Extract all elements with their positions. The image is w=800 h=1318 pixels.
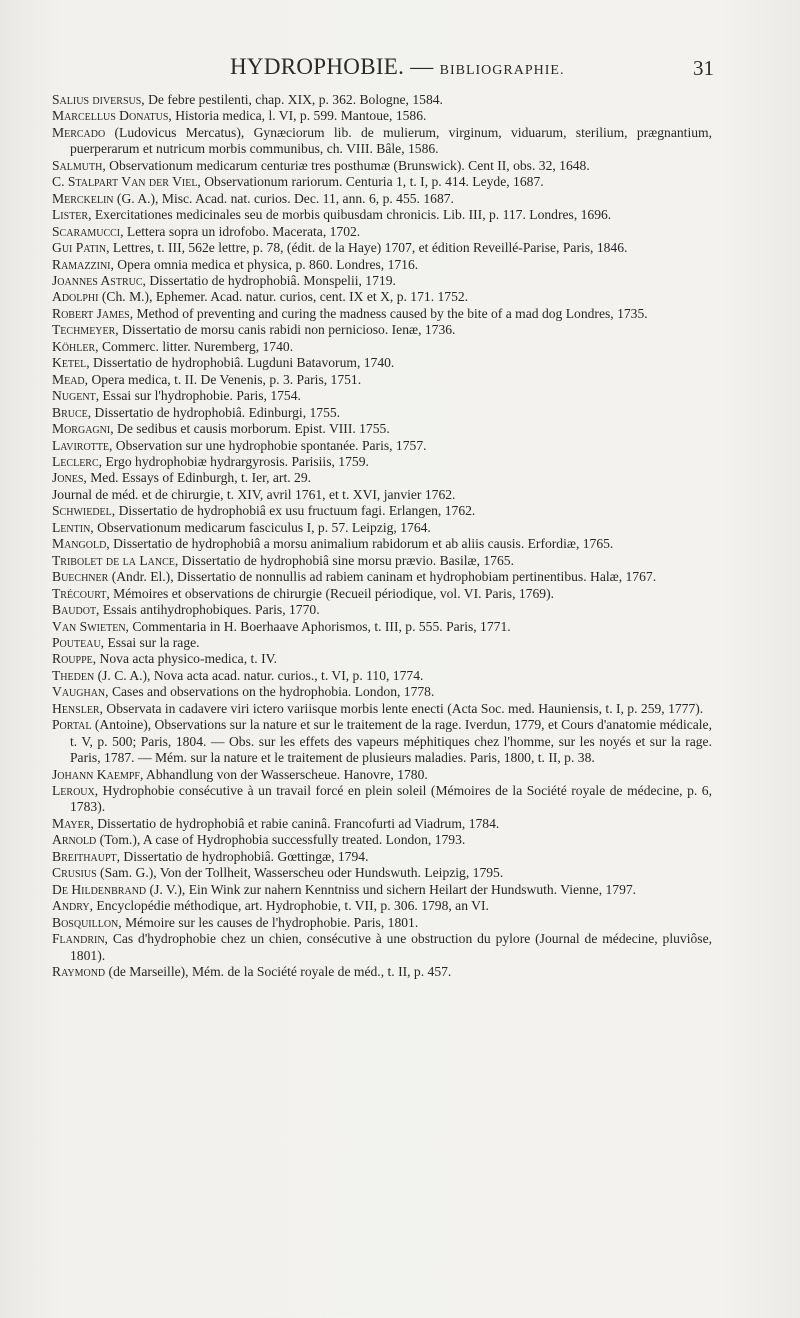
entry-text: Med. Essays of Edinburgh, t. Ier, art. 29. (86, 470, 312, 486)
entry-text: Dissertatio de hydrophobiâ et rabie caninâ. Francofurti ad Viadrum, 1784. (93, 815, 500, 831)
bibliography-entry (52, 273, 712, 289)
bibliography-entry (52, 553, 712, 569)
entry-author: Bruce, (52, 404, 92, 420)
bibliography-entry (52, 306, 712, 322)
bibliography-entry (52, 191, 712, 207)
entry-author: Johann Kaempf, (52, 766, 144, 782)
entry-text: (Tom.), A case of Hydrophobia successfully treated. London, 1793. (96, 832, 466, 848)
entry-author: Rouppe, (52, 651, 97, 667)
bibliography-entry (52, 536, 712, 552)
entry-author: Schwiedel, (52, 503, 116, 519)
bibliography-entry (52, 454, 712, 470)
running-header (52, 54, 712, 84)
entry-text: (Antoine), Observations sur la nature et sur le traitement de la rage. Iverdun, 1779, et Cours d'anatomie médicale, t. V, p. 500; Paris, 1804. — Obs. sur les effets des vapeurs méphitiques chez l'homme, sur les noyés et sur la rage. Paris, 1787. — Mém. sur la nature et le traitement de plusieurs maladies. Paris, 1800, t. II, p. 38. (70, 717, 712, 766)
entry-author: Morgagni, (52, 421, 114, 437)
bibliography-entry (52, 503, 712, 519)
bibliography-entry (52, 882, 712, 898)
entry-author: Robert James, (52, 305, 134, 321)
entry-author: Salmuth, (52, 157, 106, 173)
entry-author: Joannes Astruc, (52, 272, 146, 288)
entry-author: Baudot, (52, 602, 100, 618)
entry-text: Cases and observations on the hydrophobia. London, 1778. (108, 684, 435, 700)
entry-author: Nugent, (52, 388, 100, 404)
entry-text: Commerc. litter. Nuremberg, 1740. (98, 338, 294, 354)
bibliography-entry (52, 174, 712, 190)
entry-text: Observationum medicarum fasciculus I, p. 57. Leipzig, 1764. (93, 519, 431, 535)
bibliography-entry (52, 767, 712, 783)
bibliography-entry (52, 898, 712, 914)
bibliography-entry (52, 520, 712, 536)
entry-author: Lister, (52, 207, 92, 223)
entry-text: (Sam. G.), Von der Tollheit, Wasserscheu oder Hundswuth. Leipzig, 1795. (96, 865, 504, 881)
bibliography-entry (52, 651, 712, 667)
entry-author: Andry, (52, 898, 93, 914)
entry-text: Opera medica, t. II. De Venenis, p. 3. Paris, 1751. (88, 371, 362, 387)
entry-text: Dissertatio de hydrophobiâ sine morsu prævio. Basilæ, 1765. (178, 552, 514, 568)
entry-author: Tribolet de la Lance, (52, 552, 179, 568)
entry-author: Flandrin, (52, 931, 108, 947)
entry-author: Crusius (52, 865, 97, 881)
entry-author: Mayer, (52, 815, 94, 831)
entry-text: (Ludovicus Mercatus), Gynæciorum lib. de mulierum, virginum, viduarum, sterilium, prægnantium, puerperarum et nutricum morbis communibus, ch. VIII. Bâle, 1586. (70, 124, 712, 157)
entry-text: (J. C. A.), Nova acta acad. natur. curios., t. VI, p. 110, 1774. (94, 667, 424, 683)
bibliography-entry (52, 931, 712, 964)
entry-author: Trécourt, (52, 585, 110, 601)
bibliography-entry (52, 388, 712, 404)
entry-text: Essai sur l'hydrophobie. Paris, 1754. (99, 388, 301, 404)
entry-author: Lavirotte, (52, 437, 113, 453)
entry-author: De Hildenbrand (52, 881, 147, 897)
bibliography-entry (52, 701, 712, 717)
bibliography-entry (52, 125, 712, 158)
bibliography-entry (52, 586, 712, 602)
bibliography-entry (52, 207, 712, 223)
header-section: BIBLIOGRAPHIE. (439, 63, 565, 78)
entry-author: Breithaupt, (52, 848, 121, 864)
page-number: 31 (693, 56, 714, 80)
entry-author: Jones, (52, 470, 87, 486)
running-title (230, 54, 564, 80)
entry-text: Dissertatio de hydrophobiâ ex usu fructuum fagi. Erlangen, 1762. (115, 503, 476, 519)
entry-author: Pouteau, (52, 634, 105, 650)
entry-text: Historia medica, l. VI, p. 599. Mantoue, 1586. (171, 108, 427, 124)
entry-text: Nova acta physico-medica, t. IV. (96, 651, 278, 667)
entry-text: Lettres, t. III, 562e lettre, p. 78, (édit. de la Haye) 1707, et édition Reveillé-Parise, Paris, 1846. (109, 240, 628, 256)
entry-author: Scaramucci, (52, 223, 124, 239)
entry-text: De sedibus et causis morborum. Epist. VIII. 1755. (113, 421, 390, 437)
bibliography-entry (52, 92, 712, 108)
entry-author: Raymond (52, 964, 106, 980)
bibliography-entry (52, 865, 712, 881)
bibliography-entry (52, 322, 712, 338)
entry-text: Mémoire sur les causes de l'hydrophobie. Paris, 1801. (121, 914, 419, 930)
bibliography-list (52, 92, 712, 980)
entry-text: Commentaria in H. Boerhaave Aphorismos, t. III, p. 555. Paris, 1771. (128, 618, 511, 634)
bibliography-entry (52, 602, 712, 618)
bibliography-entry (52, 224, 712, 240)
bibliography-entry (52, 487, 712, 503)
entry-text: Observation sur une hydrophobie spontanée. Paris, 1757. (112, 437, 427, 453)
bibliography-entry (52, 158, 712, 174)
entry-author: C. Stalpart Van der Viel, (52, 174, 201, 190)
entry-text: Hydrophobie consécutive à un travail forcé en plein soleil (Mémoires de la Société royale de médecine, p. 6, 1783). (70, 783, 712, 815)
entry-author: Hensler, (52, 700, 103, 716)
entry-author: Techmeyer, (52, 322, 119, 338)
entry-text: Dissertatio de morsu canis rabidi non pernicioso. Ienæ, 1736. (118, 322, 456, 338)
entry-text: Dissertatio de hydrophobiâ. Edinburgi, 1755. (91, 404, 341, 420)
entry-text: Cas d'hydrophobie chez un chien, consécutive à une obstruction du pylore (Journal de médecine, pluviôse, 1801). (70, 931, 712, 963)
entry-author: Marcellus Donatus, (52, 108, 172, 124)
entry-author: Portal (52, 717, 92, 733)
entry-author: Salius diversus, (52, 92, 145, 107)
entry-text: Ergo hydrophobiæ hydrargyrosis. Parisiis, 1759. (102, 453, 369, 469)
entry-author: Adolphi (52, 289, 99, 305)
entry-author: Leroux, (52, 783, 99, 799)
entry-author: Leclerc, (52, 453, 103, 469)
entry-text: Essais antihydrophobiques. Paris, 1770. (99, 602, 320, 618)
bibliography-entry (52, 438, 712, 454)
bibliography-entry (52, 108, 712, 124)
entry-text: Dissertatio de hydrophobiâ. Monspelii, 1719. (145, 272, 396, 288)
entry-author: Buechner (52, 569, 109, 585)
entry-author: Mercado (52, 124, 106, 140)
bibliography-entry (52, 684, 712, 700)
bibliography-entry (52, 405, 712, 421)
entry-author: Mangold, (52, 536, 110, 552)
entry-text: Lettera sopra un idrofobo. Macerata, 1702. (123, 223, 361, 239)
bibliography-entry (52, 289, 712, 305)
bibliography-entry (52, 816, 712, 832)
entry-text: (Ch. M.), Ephemer. Acad. natur. curios, cent. IX et X, p. 171. 1752. (98, 289, 469, 305)
entry-text: (G. A.), Misc. Acad. nat. curios. Dec. 11, ann. 6, p. 455. 1687. (113, 190, 454, 206)
entry-text: Journal de méd. et de chirurgie, t. XIV, avril 1761, et t. XVI, janvier 1762. (52, 486, 456, 502)
entry-text: (Andr. El.), Dissertatio de nonnullis ad rabiem caninam et hydrophobiam pertinentibus. Halæ, 1767. (108, 569, 657, 585)
bibliography-entry (52, 668, 712, 684)
bibliography-entry (52, 257, 712, 273)
bibliography-entry (52, 915, 712, 931)
entry-author: Gui Patin, (52, 240, 110, 256)
entry-author: Van Swieten, (52, 618, 129, 634)
entry-author: Köhler, (52, 338, 99, 354)
header-title: HYDROPHOBIE. (230, 54, 405, 79)
entry-text: De febre pestilenti, chap. XIX, p. 362. Bologne, 1584. (144, 92, 443, 107)
bibliography-entry (52, 849, 712, 865)
entry-text: Exercitationes medicinales seu de morbis quibusdam chronicis. Lib. III, p. 117. Londres, 1696. (91, 207, 612, 223)
entry-author: Theden (52, 667, 95, 683)
entry-text: Observationum rariorum. Centuria 1, t. I, p. 414. Leyde, 1687. (200, 174, 544, 190)
entry-text: (de Marseille), Mém. de la Société royale de méd., t. II, p. 457. (105, 964, 452, 980)
bibliography-entry (52, 372, 712, 388)
entry-text: Observationum medicarum centuriæ tres posthumæ (Brunswick). Cent II, obs. 32, 1648. (105, 157, 590, 173)
bibliography-entry (52, 635, 712, 651)
bibliography-entry (52, 569, 712, 585)
bibliography-entry (52, 832, 712, 848)
entry-text: (J. V.), Ein Wink zur nahern Kenntniss und sichern Heilart der Hundswuth. Vienne, 1797. (146, 881, 637, 897)
bibliography-entry (52, 964, 712, 980)
entry-text: Dissertatio de hydrophobiâ a morsu animalium rabidorum et ab aliis causis. Erfordiæ, 1765. (109, 536, 614, 552)
bibliography-entry (52, 470, 712, 486)
entry-author: Mead, (52, 371, 89, 387)
bibliography-entry (52, 421, 712, 437)
entry-author: Lentin, (52, 519, 94, 535)
entry-author: Ketel, (52, 355, 90, 371)
bibliography-entry (52, 339, 712, 355)
entry-text: Method of preventing and curing the madness caused by the bite of a mad dog Londres, 1735. (133, 305, 648, 321)
entry-author: Ramazzini, (52, 256, 114, 272)
bibliography-entry (52, 355, 712, 371)
entry-author: Merckelin (52, 190, 114, 206)
entry-text: Dissertatio de hydrophobiâ. Lugduni Batavorum, 1740. (89, 355, 395, 371)
entry-text: Observata in cadavere viri ictero variisque morbis lente enecti (Acta Soc. med. Hauniensis, t. I, p. 259, 1777). (103, 700, 704, 716)
entry-author: Arnold (52, 832, 97, 848)
entry-text: Opera omnia medica et physica, p. 860. Londres, 1716. (113, 256, 419, 272)
entry-text: Mémoires et observations de chirurgie (Recueil périodique, vol. VI. Paris, 1769). (109, 585, 554, 601)
entry-text: Dissertatio de hydrophobiâ. Gœttingæ, 1794. (120, 848, 369, 864)
bibliography-entry (52, 717, 712, 766)
bibliography-entry (52, 783, 712, 816)
bibliography-entry (52, 240, 712, 256)
header-dash: — (404, 54, 440, 79)
entry-text: Essai sur la rage. (104, 634, 200, 650)
bibliography-entry (52, 619, 712, 635)
entry-text: Encyclopédie méthodique, art. Hydrophobie, t. VII, p. 306. 1798, an VI. (93, 898, 489, 914)
entry-text: Abhandlung von der Wasserscheue. Hanovre, 1780. (143, 766, 428, 782)
entry-author: Vaughan, (52, 684, 109, 700)
entry-author: Bosquillon, (52, 914, 122, 930)
